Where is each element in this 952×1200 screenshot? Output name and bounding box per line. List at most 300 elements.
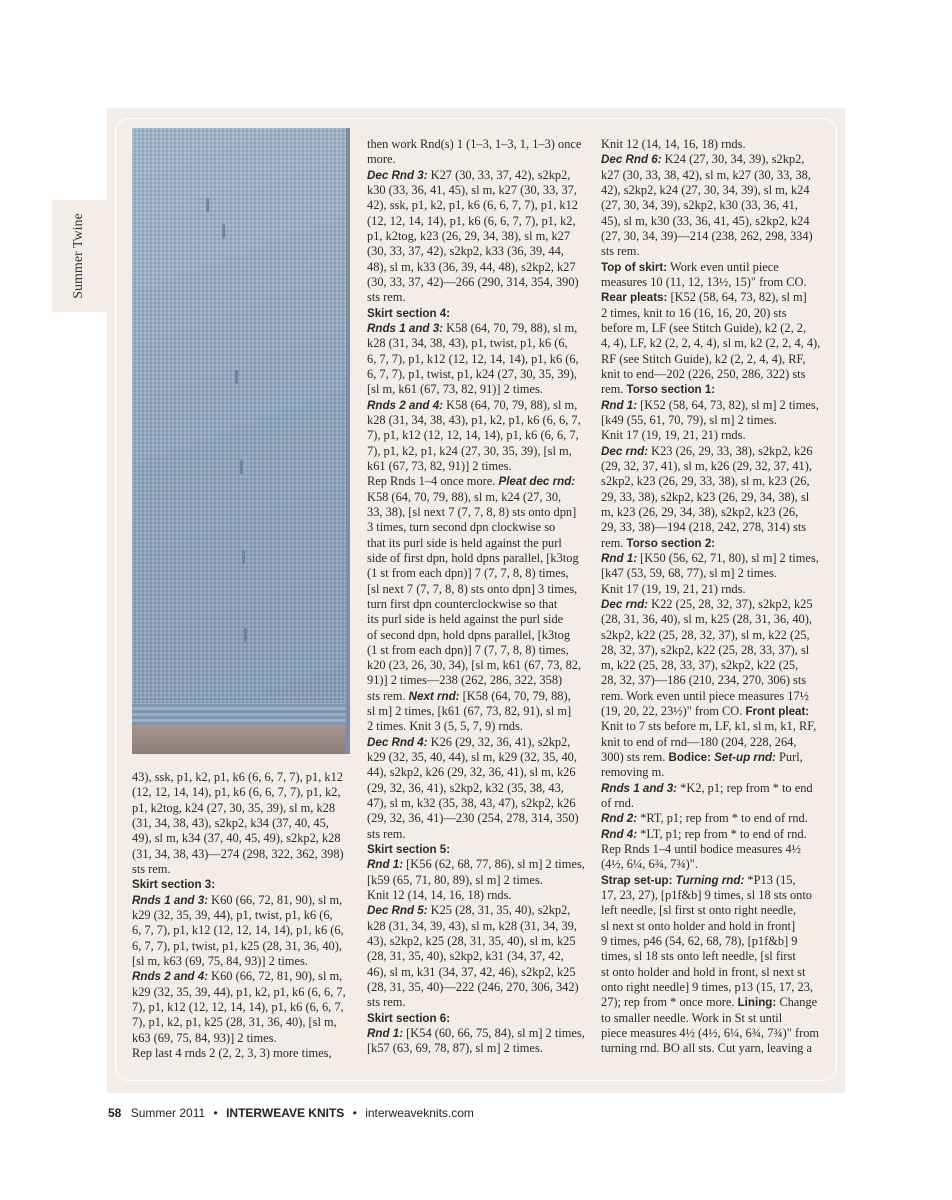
text-line: [367, 336, 592, 351]
page-footer: [108, 1106, 474, 1120]
text-line: [367, 628, 592, 643]
text-line: [601, 566, 826, 581]
text-run: (28, 31, 36, 40), sl m, k25 (28, 31, 36, 40),: [601, 612, 812, 627]
text-run: 29, 33, 38), s2kp2, k23 (26, 29, 34, 38), sl: [601, 489, 810, 504]
text-run: Rep Rnds 1–4 once more.: [367, 474, 499, 489]
garter-border: [132, 703, 350, 725]
text-run: 4, 4), LF, k2 (2, 2, 4, 4), sl m, k2 (2, 2, 4, 4),: [601, 336, 821, 351]
text-run: p1, k2tog, k24 (27, 30, 35, 39), sl m, k28: [132, 800, 336, 815]
text-line: [601, 444, 826, 459]
heading-run: Turning rnd:: [675, 873, 745, 887]
text-run: [sl next 7 (7, 7, 8, 8) sts onto dpn] 3 times,: [367, 581, 578, 596]
text-run: removing m.: [601, 765, 665, 780]
text-run: k28 (31, 34, 39, 43), sl m, k28 (31, 34, 39,: [367, 918, 577, 933]
text-run: 91)] 2 times—238 (262, 286, 322, 358): [367, 673, 563, 688]
text-line: [601, 244, 826, 259]
text-run: [k59 (65, 71, 80, 89), sl m] 2 times.: [367, 872, 543, 887]
text-line: [367, 658, 592, 673]
text-line: [132, 954, 352, 969]
text-line: [132, 801, 352, 816]
text-line: [601, 811, 826, 826]
text-line: [601, 750, 826, 765]
text-run: piece measures 4½ (4½, 6¼, 6¾, 7¾)" from: [601, 1026, 820, 1041]
fabric-edge: [346, 128, 350, 754]
text-run: 42), ssk, p1, k2, p1, k6 (6, 6, 7, 7), p1, k12: [367, 198, 578, 213]
text-line: [367, 796, 592, 811]
text-run: 3 times, turn second dpn clockwise so: [367, 520, 556, 535]
text-run: [K52 (58, 64, 73, 82), sl m] 2 times,: [637, 397, 819, 412]
text-run: Knit 17 (19, 19, 21, 21) rnds.: [601, 581, 746, 596]
heading-run: Dec Rnd 3:: [367, 168, 428, 182]
text-line: [601, 628, 826, 643]
text-run: (28, 31, 35, 40), s2kp2, k31 (34, 37, 42,: [367, 949, 564, 964]
text-column-3: [601, 137, 826, 1057]
text-run: 28, 32, 37), s2kp2, k22 (25, 28, 33, 37), sl: [601, 642, 810, 657]
text-line: [132, 1046, 352, 1061]
text-line: [132, 831, 352, 846]
text-run: 43), s2kp2, k25 (28, 31, 35, 40), sl m, k25: [367, 934, 576, 949]
text-line: [132, 939, 352, 954]
text-line: [601, 459, 826, 474]
text-run: k28 (31, 34, 38, 43), p1, twist, p1, k6 (6,: [367, 336, 568, 351]
text-run: 7), p1, k2, p1, k25 (28, 31, 36, 40), [sl m,: [132, 1015, 337, 1030]
text-line: [601, 949, 826, 964]
text-line: [601, 306, 826, 321]
heading-run: Rnds 2 and 4:: [367, 398, 444, 412]
text-line: [601, 919, 826, 934]
text-run: K24 (27, 30, 34, 39), s2kp2,: [661, 152, 805, 167]
text-run: 44), s2kp2, k26 (29, 32, 36, 41), sl m, k26: [367, 765, 576, 780]
text-line: [601, 260, 826, 275]
text-run: (12, 12, 14, 14), p1, k6 (6, 6, 7, 7), p1, k2,: [367, 213, 576, 228]
text-run: Work even until piece: [667, 259, 779, 274]
text-run: [sl m, k61 (67, 73, 82, 91)] 2 times.: [367, 382, 543, 397]
text-run: *K2, p1; rep from * to end: [677, 780, 813, 795]
heading-run: Bodice:: [668, 751, 711, 765]
text-line: [132, 969, 352, 984]
heading-run: Rnd 1:: [601, 398, 638, 412]
heading-run: Dec Rnd 5:: [367, 904, 428, 918]
text-run: Knit 17 (19, 19, 21, 21) rnds.: [601, 428, 746, 443]
text-run: [sl m, k63 (69, 75, 84, 93)] 2 times.: [132, 953, 308, 968]
text-line: [367, 582, 592, 597]
heading-run: Set-up rnd:: [714, 751, 776, 765]
text-run: k61 (67, 73, 82, 91)] 2 times.: [367, 458, 512, 473]
text-line: [601, 857, 826, 872]
text-line: [132, 985, 352, 1000]
heading-run: Torso section 2:: [626, 536, 716, 550]
text-line: [601, 183, 826, 198]
text-run: 42), s2kp2, k24 (27, 30, 34, 39), sl m, k24: [601, 182, 810, 197]
text-line: [367, 781, 592, 796]
text-run: [k57 (63, 69, 78, 87), sl m] 2 times.: [367, 1041, 543, 1056]
text-line: [601, 965, 826, 980]
text-line: [367, 214, 592, 229]
heading-run: Skirt section 6:: [367, 1011, 451, 1025]
text-run: k27 (30, 33, 38, 42), sl m, k27 (30, 33, 38,: [601, 167, 811, 182]
heading-run: Skirt section 3:: [132, 878, 216, 892]
text-line: [601, 229, 826, 244]
text-line: [367, 152, 592, 167]
text-run: [k47 (53, 59, 68, 77), sl m] 2 times.: [601, 566, 777, 581]
text-line: [601, 781, 826, 796]
text-line: [601, 474, 826, 489]
text-run: that its purl side is held against the purl: [367, 535, 562, 550]
text-run: m, k22 (25, 28, 33, 37), s2kp2, k22 (25,: [601, 658, 799, 673]
text-run: 48), sl m, k33 (36, 39, 44, 48), s2kp2, k27: [367, 259, 576, 274]
text-line: [367, 965, 592, 980]
text-run: (12, 12, 14, 14), p1, k6 (6, 6, 7, 7), p1, k2,: [132, 785, 341, 800]
text-run: s2kp2, k23 (26, 29, 33, 38), sl m, k23 (26,: [601, 474, 810, 489]
text-run: (30, 33, 37, 42)—266 (290, 314, 354, 390): [367, 274, 579, 289]
text-run: 7), p1, k12 (12, 12, 14, 14), p1, k6 (6, 6, 7,: [367, 428, 579, 443]
text-line: [601, 735, 826, 750]
text-run: (29, 32, 36, 41), s2kp2, k32 (35, 38, 43,: [367, 780, 564, 795]
text-run: 28, 32, 37)—186 (210, 234, 270, 306) sts: [601, 673, 807, 688]
text-run: K27 (30, 33, 37, 42), s2kp2,: [427, 167, 571, 182]
text-run: knit to end—202 (226, 250, 286, 322) sts: [601, 366, 806, 381]
text-run: (30, 33, 37, 42), s2kp2, k33 (36, 39, 44,: [367, 244, 564, 259]
text-run: sl m] 2 times, [k61 (67, 73, 82, 91), sl m]: [367, 704, 572, 719]
text-run: Purl,: [775, 750, 803, 765]
text-line: [601, 873, 826, 888]
section-tab-label: Summer Twine: [71, 213, 86, 299]
text-run: 47), sl m, k32 (35, 38, 43, 47), s2kp2, k26: [367, 796, 576, 811]
text-line: [601, 520, 826, 535]
text-run: k29 (32, 35, 39, 44), p1, twist, p1, k6 (6,: [132, 907, 333, 922]
text-run: K60 (66, 72, 81, 90), sl m,: [208, 892, 343, 907]
heading-run: Rnd 4:: [601, 827, 638, 841]
text-run: k20 (23, 26, 30, 34), [sl m, k61 (67, 73, 82,: [367, 658, 582, 673]
text-column-1: [132, 770, 352, 1061]
text-run: 45), sl m, k30 (33, 36, 41, 45), s2kp2, k24: [601, 213, 810, 228]
text-run: Rep last 4 rnds 2 (2, 2, 3, 3) more times,: [132, 1045, 332, 1060]
text-run: [K56 (62, 68, 77, 86), sl m] 2 times,: [403, 857, 585, 872]
text-line: [132, 1031, 352, 1046]
text-run: 17, 23, 27), [p1f&b] 9 times, sl 18 sts onto: [601, 888, 812, 903]
text-line: [132, 877, 352, 892]
heading-run: Rear pleats:: [601, 291, 668, 305]
text-line: [601, 827, 826, 842]
text-run: k28 (31, 34, 38, 43), p1, k2, p1, k6 (6, 6, 7,: [367, 412, 581, 427]
text-run: k30 (33, 36, 41, 45), sl m, k27 (30, 33, 37,: [367, 182, 577, 197]
text-line: [601, 582, 826, 597]
heading-run: Dec rnd:: [601, 444, 649, 458]
text-line: [367, 306, 592, 321]
text-run: K60 (66, 72, 81, 90), sl m,: [208, 969, 343, 984]
text-line: [367, 183, 592, 198]
text-run: rem.: [601, 382, 627, 397]
text-line: [367, 459, 592, 474]
text-run: 300) sts rem.: [601, 750, 669, 765]
text-line: [601, 551, 826, 566]
text-line: [132, 862, 352, 877]
text-line: [601, 382, 826, 397]
text-line: [601, 888, 826, 903]
text-run: Knit to 7 sts before m, LF, k1, sl m, k1, RF,: [601, 719, 817, 734]
text-line: [367, 873, 592, 888]
text-line: [601, 643, 826, 658]
text-run: sts rem.: [367, 995, 406, 1010]
text-run: 6, 7, 7), p1, twist, p1, k25 (28, 31, 36, 40),: [132, 938, 342, 953]
text-line: [601, 796, 826, 811]
text-run: 9 times, p46 (54, 62, 68, 78), [p1f&b] 9: [601, 934, 798, 949]
text-run: onto right needle] 9 times, p13 (15, 17, 23,: [601, 980, 813, 995]
eyelet-mark: [244, 628, 247, 642]
text-run: 7), p1, k12 (12, 12, 14, 14), p1, k6 (6, 6, 7,: [132, 999, 344, 1014]
heading-run: Skirt section 5:: [367, 843, 451, 857]
text-line: [367, 260, 592, 275]
text-run: *LT, p1; rep from * to end of rnd.: [637, 826, 807, 841]
page-number: 58: [108, 1106, 122, 1120]
text-run: sts rem.: [367, 826, 406, 841]
heading-run: Dec Rnd 6:: [601, 153, 662, 167]
text-line: [601, 1011, 826, 1026]
text-run: [k49 (55, 61, 70, 79), sl m] 2 times.: [601, 412, 777, 427]
eyelet-mark: [242, 550, 245, 564]
text-run: 29, 33, 38)—194 (218, 242, 278, 314) sts: [601, 520, 807, 535]
text-line: [601, 704, 826, 719]
text-run: (27, 30, 34, 39)—214 (238, 262, 298, 334): [601, 228, 813, 243]
text-line: [601, 1026, 826, 1041]
text-line: [601, 413, 826, 428]
text-run: sts rem.: [367, 290, 406, 305]
text-run: 2 times, knit to 16 (16, 16, 20, 20) sts: [601, 305, 787, 320]
text-line: [367, 168, 592, 183]
text-line: [601, 275, 826, 290]
text-line: [367, 536, 592, 551]
text-line: [367, 827, 592, 842]
text-run: (27, 30, 34, 39), s2kp2, k30 (33, 36, 41,: [601, 198, 798, 213]
text-run: k63 (69, 75, 84, 93)] 2 times.: [132, 1030, 277, 1045]
text-line: [367, 428, 592, 443]
website-link[interactable]: interweaveknits.com: [365, 1106, 474, 1120]
text-run: p1, k2tog, k23 (26, 29, 34, 38), sl m, k27: [367, 228, 571, 243]
bullet-separator: •: [352, 1106, 357, 1120]
text-line: [367, 765, 592, 780]
text-line: [367, 367, 592, 382]
text-run: K23 (26, 29, 33, 38), s2kp2, k26: [648, 443, 813, 458]
text-line: [367, 551, 592, 566]
text-line: [367, 413, 592, 428]
text-line: [367, 244, 592, 259]
text-run: 46), sl m, k31 (34, 37, 42, 46), s2kp2, k25: [367, 964, 576, 979]
text-line: [132, 770, 352, 785]
text-column-2: [367, 137, 592, 1057]
text-run: Knit 12 (14, 14, 16, 18) rnds.: [367, 888, 512, 903]
text-run: of second dpn, hold dpns parallel, [k3tog: [367, 627, 571, 642]
text-line: [601, 490, 826, 505]
text-run: (31, 34, 38, 43)—274 (298, 322, 362, 398): [132, 846, 344, 861]
text-run: k29 (32, 35, 39, 44), p1, k2, p1, k6 (6, 6, 7,: [132, 984, 346, 999]
text-run: sts rem.: [601, 244, 640, 259]
issue-label: Summer 2011: [130, 1106, 206, 1120]
fabric-underlay: [132, 725, 350, 754]
text-line: [601, 995, 826, 1010]
text-run: of rnd.: [601, 796, 635, 811]
text-line: [601, 398, 826, 413]
text-line: [367, 444, 592, 459]
text-line: [367, 398, 592, 413]
text-run: more.: [367, 152, 396, 167]
text-line: [132, 893, 352, 908]
text-run: side of first dpn, hold dpns parallel, [k3tog: [367, 550, 579, 565]
text-line: [367, 689, 592, 704]
text-run: (4½, 6¼, 6¾, 7¾)".: [601, 857, 698, 872]
text-run: 43), ssk, p1, k2, p1, k6 (6, 6, 7, 7), p1, k12: [132, 770, 343, 784]
heading-run: Skirt section 4:: [367, 306, 451, 320]
text-run: (31, 34, 38, 43), s2kp2, k34 (37, 40, 45,: [132, 815, 329, 830]
text-line: [601, 1041, 826, 1056]
text-run: 6, 7, 7), p1, k12 (12, 12, 14, 14), p1, k6 (6,: [367, 351, 579, 366]
text-line: [601, 980, 826, 995]
text-run: K25 (28, 31, 35, 40), s2kp2,: [427, 903, 571, 918]
text-line: [601, 658, 826, 673]
text-run: (1 st from each dpn)] 7 (7, 7, 8, 8) times,: [367, 642, 569, 657]
text-line: [367, 888, 592, 903]
text-line: [367, 842, 592, 857]
heading-run: Pleat dec rnd:: [498, 475, 576, 489]
knit-fabric-photo: [132, 128, 350, 754]
heading-run: Strap set-up:: [601, 873, 673, 887]
text-run: Rep Rnds 1–4 until bodice measures 4½: [601, 842, 801, 857]
text-run: (1 st from each dpn)] 7 (7, 7, 8, 8) times,: [367, 566, 569, 581]
text-line: [367, 949, 592, 964]
text-run: its purl side is held against the purl side: [367, 612, 564, 627]
text-line: [132, 785, 352, 800]
text-line: [367, 903, 592, 918]
eyelet-mark: [235, 370, 238, 384]
eyelet-mark: [240, 460, 243, 474]
text-run: measures 10 (11, 12, 13½, 15)" from CO.: [601, 274, 807, 289]
text-run: K26 (29, 32, 36, 41), s2kp2,: [427, 734, 571, 749]
heading-run: Rnd 1:: [367, 1027, 404, 1041]
text-line: [367, 704, 592, 719]
text-line: [132, 1000, 352, 1015]
text-line: [601, 290, 826, 305]
text-line: [132, 908, 352, 923]
text-line: [601, 842, 826, 857]
text-run: K58 (64, 70, 79, 88), sl m,: [443, 320, 578, 335]
text-run: knit to end of rnd—180 (204, 228, 264,: [601, 734, 797, 749]
text-line: [367, 750, 592, 765]
text-run: 7), p1, k2, p1, k24 (27, 30, 35, 39), [sl m,: [367, 443, 572, 458]
text-line: [367, 919, 592, 934]
heading-run: Rnds 2 and 4:: [132, 970, 209, 984]
text-run: (28, 31, 35, 40)—222 (246, 270, 306, 342): [367, 980, 579, 995]
text-run: K22 (25, 28, 32, 37), s2kp2, k25: [648, 596, 813, 611]
text-line: [367, 719, 592, 734]
heading-run: Lining:: [737, 996, 777, 1010]
eyelet-mark: [222, 224, 225, 238]
text-line: [367, 643, 592, 658]
text-run: *P13 (15,: [744, 872, 796, 887]
text-line: [601, 934, 826, 949]
text-line: [601, 428, 826, 443]
text-line: [601, 903, 826, 918]
text-line: [367, 673, 592, 688]
text-run: left needle, [sl first st onto right needle,: [601, 903, 797, 918]
text-run: s2kp2, k22 (25, 28, 32, 37), sl m, k22 (25,: [601, 627, 810, 642]
text-line: [367, 612, 592, 627]
text-line: [601, 137, 826, 152]
text-run: 6, 7, 7), p1, k12 (12, 12, 14, 14), p1, k6 (6,: [132, 923, 344, 938]
text-line: [367, 735, 592, 750]
text-line: [601, 352, 826, 367]
text-line: [367, 382, 592, 397]
text-line: [132, 816, 352, 831]
text-run: 49), sl m, k34 (37, 40, 45, 49), s2kp2, k28: [132, 831, 341, 846]
text-line: [132, 1015, 352, 1030]
text-line: [367, 934, 592, 949]
text-line: [601, 536, 826, 551]
heading-run: Rnds 1 and 3:: [132, 893, 209, 907]
text-line: [367, 490, 592, 505]
text-line: [367, 520, 592, 535]
heading-run: Top of skirt:: [601, 260, 668, 274]
magazine-name: INTERWEAVE KNITS: [226, 1106, 345, 1120]
text-line: [367, 995, 592, 1010]
text-run: (29, 32, 36, 41)—230 (254, 278, 314, 350): [367, 811, 579, 826]
heading-run: Rnd 1:: [367, 858, 404, 872]
text-line: [601, 152, 826, 167]
text-line: [367, 566, 592, 581]
text-line: [601, 336, 826, 351]
text-run: 33, 38), [sl next 7 (7, 7, 8, 8) sts onto dpn]: [367, 504, 577, 519]
text-line: [367, 229, 592, 244]
text-line: [601, 689, 826, 704]
text-line: [601, 168, 826, 183]
text-line: [601, 765, 826, 780]
text-run: rem. Work even until piece measures 17½: [601, 688, 809, 703]
text-line: [601, 673, 826, 688]
text-line: [601, 214, 826, 229]
text-run: 2 times. Knit 3 (5, 5, 7, 9) rnds.: [367, 719, 523, 734]
text-line: [601, 198, 826, 213]
text-run: rem.: [601, 535, 627, 550]
text-run: k29 (32, 35, 40, 44), sl m, k29 (32, 35, 40,: [367, 750, 577, 765]
text-line: [367, 352, 592, 367]
text-line: [132, 923, 352, 938]
text-run: sts rem.: [367, 688, 409, 703]
heading-run: Next rnd:: [408, 689, 460, 703]
text-run: then work Rnd(s) 1 (1–3, 1–3, 1, 1–3) once: [367, 137, 582, 151]
text-run: Change: [776, 995, 818, 1010]
text-run: sts rem.: [132, 861, 171, 876]
text-run: RF (see Stitch Guide), k2 (2, 2, 4, 4), RF,: [601, 351, 806, 366]
text-line: [367, 137, 592, 152]
text-run: K58 (64, 70, 79, 88), sl m, k24 (27, 30,: [367, 489, 562, 504]
text-line: [601, 505, 826, 520]
text-line: [367, 1026, 592, 1041]
text-run: (29, 32, 37, 41), sl m, k26 (29, 32, 37, 41),: [601, 458, 812, 473]
text-line: [601, 719, 826, 734]
eyelet-mark: [206, 198, 209, 212]
heading-run: Dec Rnd 4:: [367, 735, 428, 749]
text-line: [601, 321, 826, 336]
text-run: before m, LF (see Stitch Guide), k2 (2, 2,: [601, 320, 807, 335]
text-run: *RT, p1; rep from * to end of rnd.: [637, 811, 808, 826]
text-run: [K52 (58, 64, 73, 82), sl m]: [667, 290, 807, 305]
text-run: [K50 (56, 62, 71, 80), sl m] 2 times,: [637, 550, 819, 565]
text-run: [K58 (64, 70, 79, 88),: [459, 688, 571, 703]
heading-run: Front pleat:: [745, 705, 810, 719]
text-run: 27); rep from * once more.: [601, 995, 738, 1010]
text-run: st onto holder and hold in front, sl next st: [601, 964, 806, 979]
text-line: [367, 321, 592, 336]
heading-run: Rnds 1 and 3:: [601, 781, 678, 795]
text-run: [K54 (60, 66, 75, 84), sl m] 2 times,: [403, 1026, 585, 1041]
